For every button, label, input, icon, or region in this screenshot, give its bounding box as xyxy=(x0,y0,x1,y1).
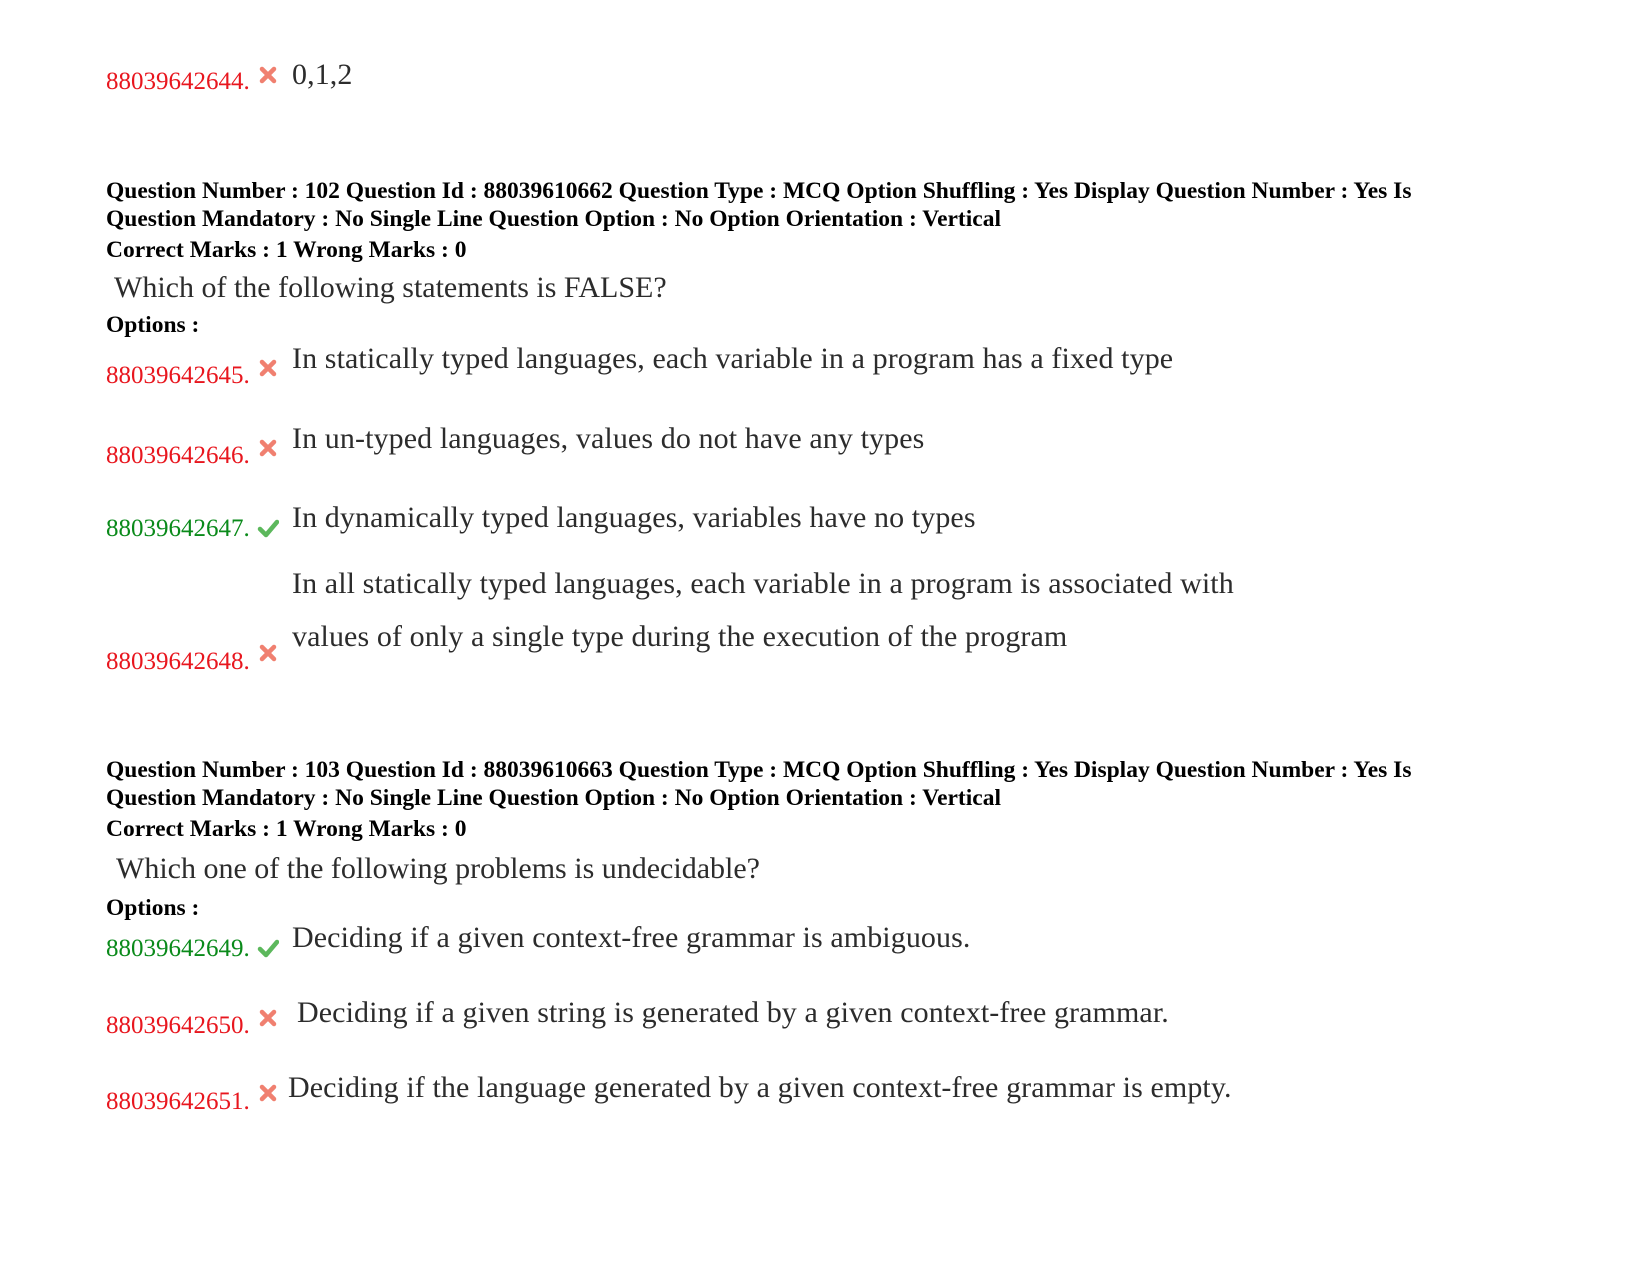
check-icon xyxy=(257,937,279,959)
option-row xyxy=(106,1071,1232,1116)
cross-icon xyxy=(257,642,279,664)
cross-icon xyxy=(257,1007,279,1029)
option-text-line2: values of only a single type during the execution of the program xyxy=(292,620,1068,653)
option-id: 88039642644. xyxy=(106,68,250,95)
question-text: Which of the following statements is FALSE? xyxy=(114,271,667,304)
option-id: 88039642645. xyxy=(106,362,250,389)
option-id: 88039642651. xyxy=(106,1088,250,1115)
question-header xyxy=(106,756,1546,812)
option-row xyxy=(106,567,1234,676)
option-row xyxy=(106,501,976,543)
cross-icon xyxy=(257,64,279,86)
question-text: Which one of the following problems is undecidable? xyxy=(116,852,760,885)
options-label: Options : xyxy=(106,895,200,921)
question-header xyxy=(106,177,1546,233)
option-row xyxy=(106,58,353,96)
option-id: 88039642650. xyxy=(106,1012,250,1039)
marks-info: Correct Marks : 1 Wrong Marks : 0 xyxy=(106,237,467,263)
option-row xyxy=(106,342,1174,390)
option-text: In statically typed languages, each variable in a program has a fixed type xyxy=(292,342,1174,375)
options-label: Options : xyxy=(106,312,200,338)
cross-icon xyxy=(257,437,279,459)
option-id: 88039642647. xyxy=(106,515,250,542)
marks-info: Correct Marks : 1 Wrong Marks : 0 xyxy=(106,816,467,842)
question-header-line1: Question Number : 103 Question Id : 88039610663 Question Type : MCQ Option Shuffling : Yes Display Question Number : Yes Is xyxy=(106,757,1412,783)
cross-icon xyxy=(257,357,279,379)
option-text: Deciding if a given string is generated by a given context-free grammar. xyxy=(297,996,1169,1029)
option-text: In dynamically typed languages, variables have no types xyxy=(292,501,976,534)
option-text: 0,1,2 xyxy=(292,58,353,91)
option-text: In un-typed languages, values do not have any types xyxy=(292,422,925,455)
option-row xyxy=(106,921,971,963)
question-header-line2: Question Mandatory : No Single Line Question Option : No Option Orientation : Vertical xyxy=(106,206,1001,232)
option-text: Deciding if the language generated by a given context-free grammar is empty. xyxy=(288,1071,1232,1104)
option-text: Deciding if a given context-free grammar is ambiguous. xyxy=(292,921,971,954)
cross-icon xyxy=(257,1082,279,1104)
option-id: 88039642648. xyxy=(106,648,250,675)
option-id: 88039642646. xyxy=(106,442,250,469)
option-id: 88039642649. xyxy=(106,935,250,962)
option-text-line1: In all statically typed languages, each variable in a program is associated with xyxy=(292,567,1234,600)
check-icon xyxy=(257,517,279,539)
option-row xyxy=(106,422,925,470)
question-header-line1: Question Number : 102 Question Id : 88039610662 Question Type : MCQ Option Shuffling : Yes Display Question Number : Yes Is xyxy=(106,178,1412,204)
option-row xyxy=(106,996,1169,1040)
question-header-line2: Question Mandatory : No Single Line Question Option : No Option Orientation : Vertical xyxy=(106,785,1001,811)
